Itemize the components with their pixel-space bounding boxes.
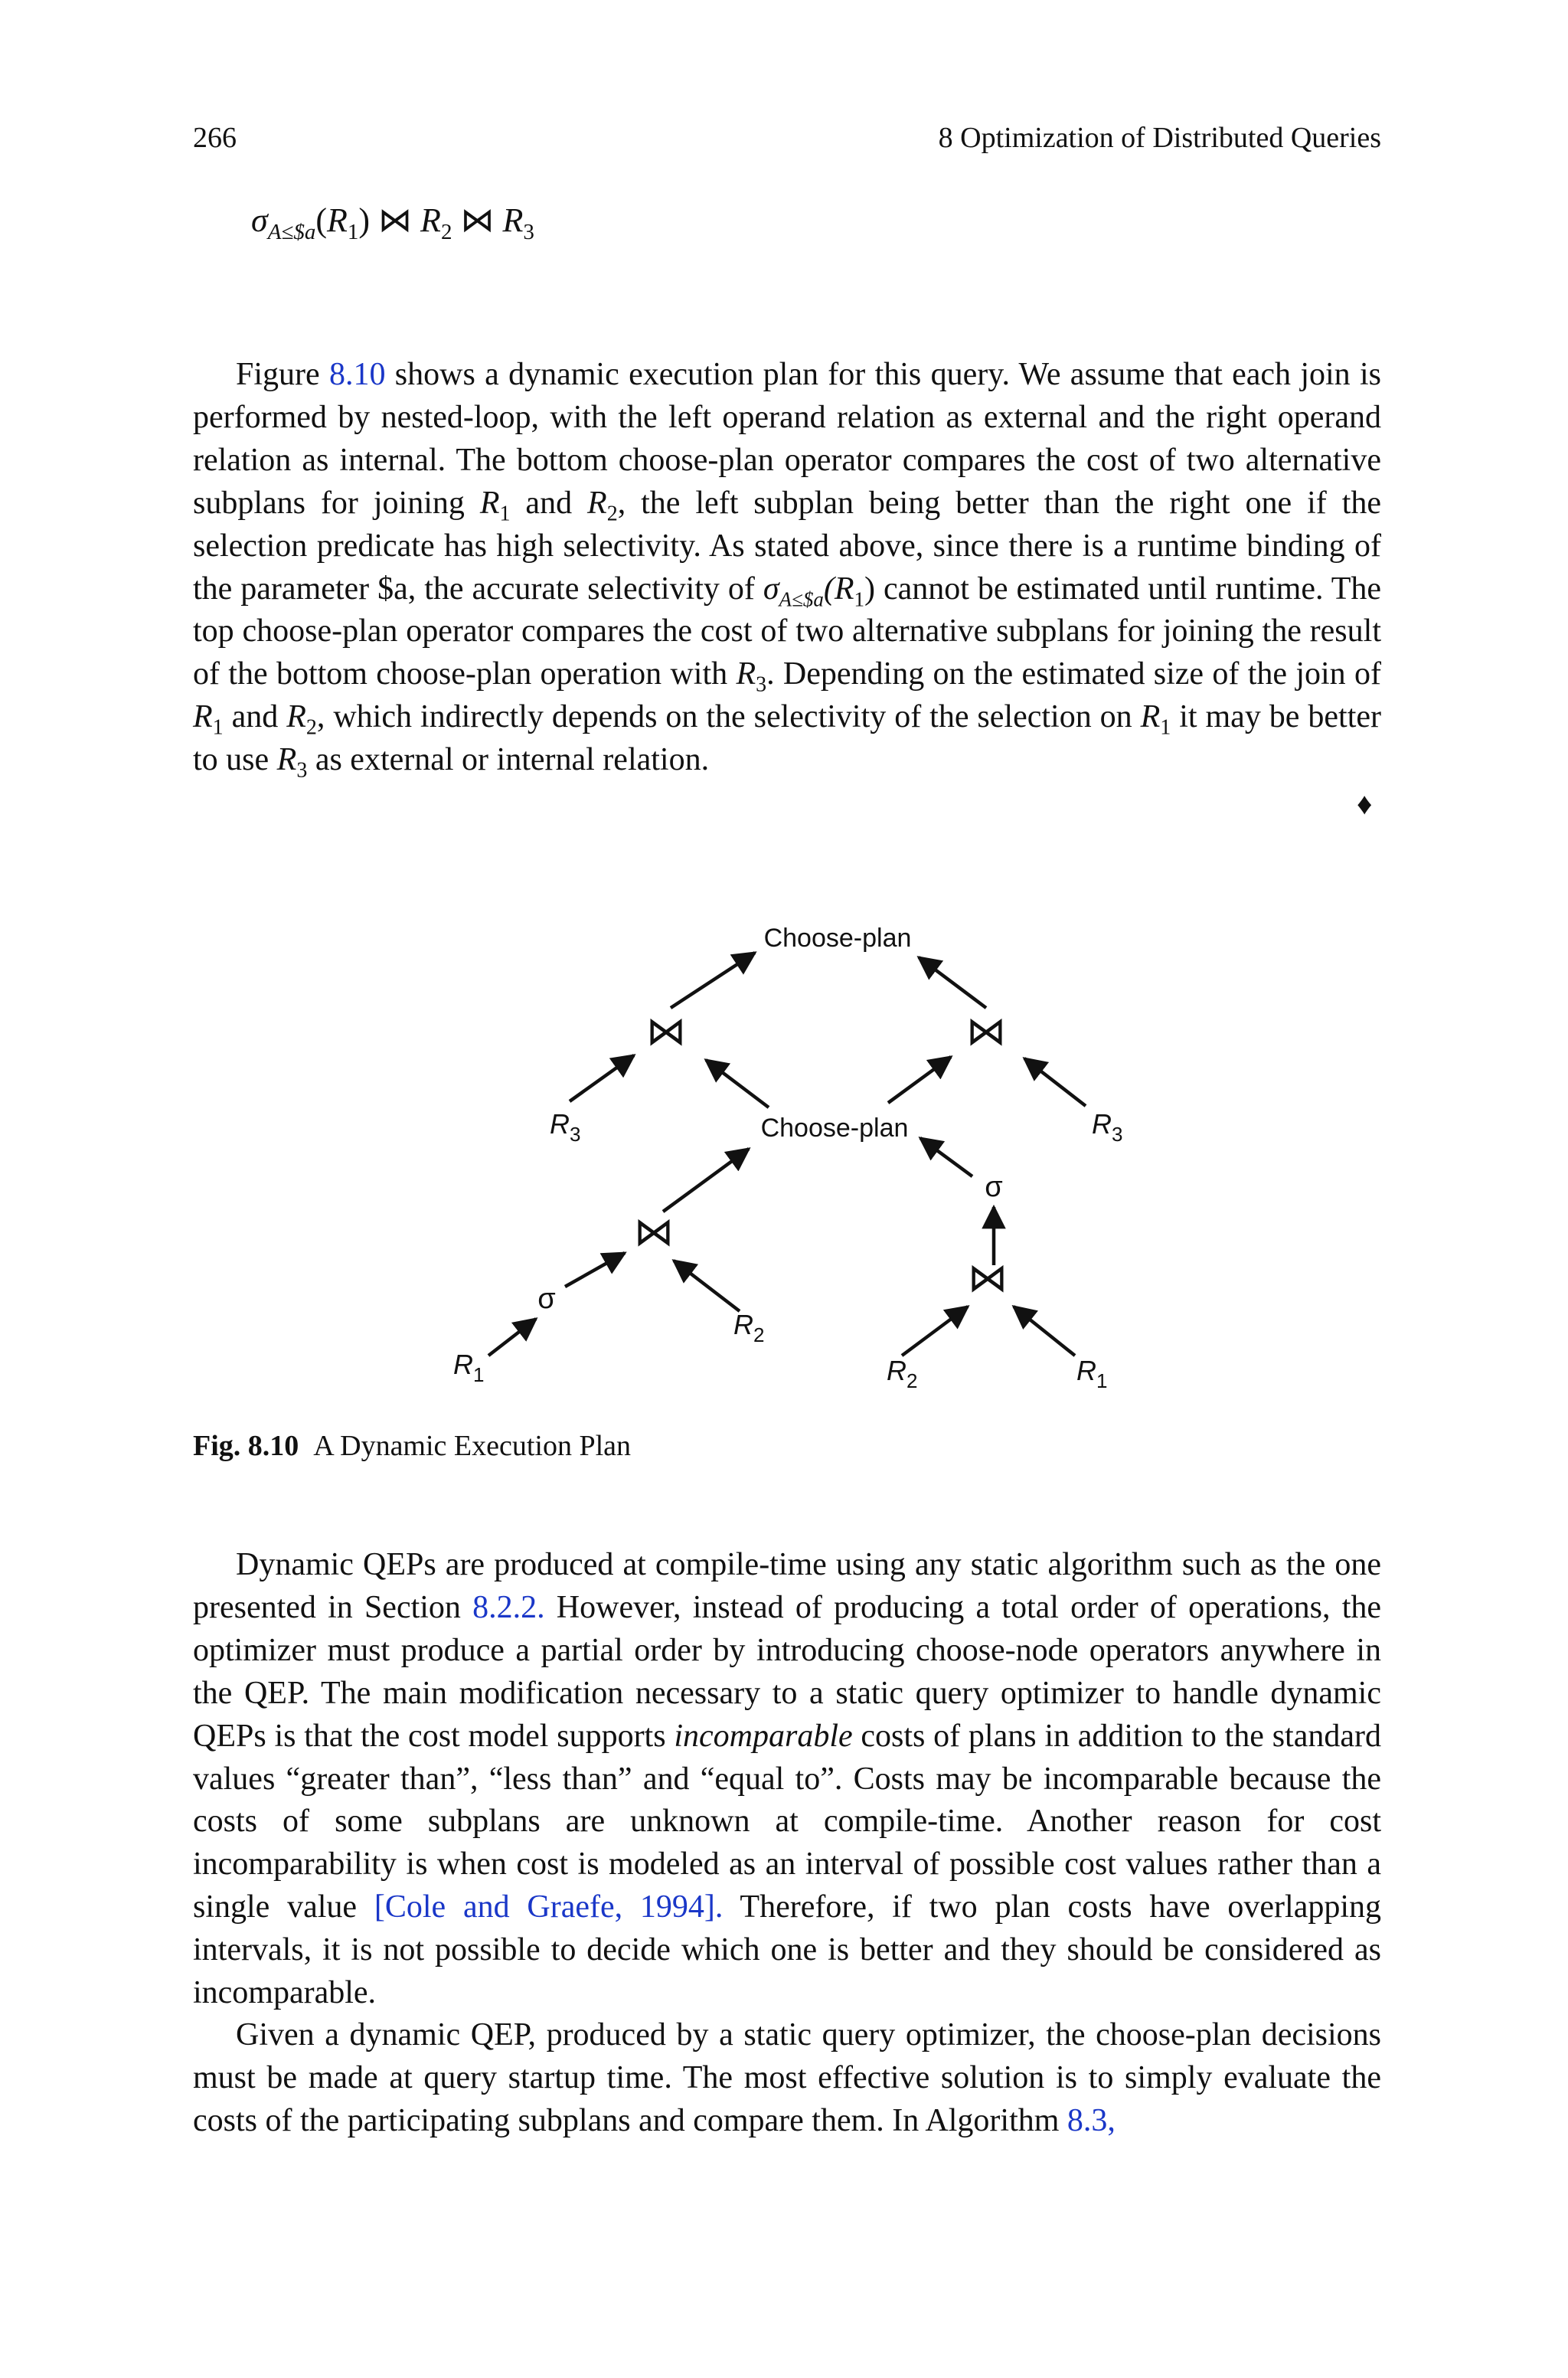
emphasis: incomparable	[674, 1718, 853, 1754]
svg-text:R1: $R_1$	[1076, 1355, 1108, 1392]
choose-plan-top-node: Choose-plan	[763, 924, 912, 953]
text: Given a dynamic QEP, produced by a static query optimizer, the choose-plan decisions must be made at query startup time. The most effective solution is to simply evaluate the costs of the participating subplans and compare them. In Algorithm	[193, 2017, 1381, 2138]
citation-link[interactable]: [Cole and Graefe, 1994].	[374, 1889, 724, 1925]
relation-label-r2-right	[887, 1355, 917, 1392]
join-node-left: ⋈	[646, 1009, 686, 1054]
edge-join-right-to-choose-plan-top	[919, 957, 986, 1008]
text: it may be better to use	[193, 699, 1381, 778]
selection-predicate: A≤$a	[267, 219, 316, 244]
sigma-subscript: A≤$a	[779, 587, 824, 610]
paragraph-dynamic-qeps	[193, 1544, 1381, 2015]
text: . Depending on the estimated size of the join of	[766, 656, 1381, 692]
text: as external or internal relation.	[307, 742, 710, 778]
var: R	[193, 699, 213, 735]
svg-text:R3: $R_3$	[1092, 1108, 1123, 1146]
text: , which indirectly depends on the selectivity of the selection on	[316, 699, 1141, 735]
var-sub: 1	[212, 715, 224, 740]
relation-r1-subscript: 1	[347, 219, 359, 244]
relation-label-r2-left	[733, 1309, 764, 1346]
svg-text:R1: $R_1$	[453, 1349, 485, 1386]
sigma-expression	[763, 571, 876, 610]
edge-choose-plan-mid-to-join-left	[706, 1060, 769, 1107]
relation-r3-subscript: 3	[523, 219, 534, 244]
sigma-argument: (R	[823, 571, 854, 607]
figure-caption	[193, 1429, 631, 1463]
end-of-example-diamond-icon: ♦	[1357, 787, 1373, 821]
dynamic-execution-plan-figure	[0, 881, 1568, 1417]
sigma-symbol: σ	[763, 571, 779, 607]
relation-r2: R	[420, 201, 441, 239]
svg-text:R2: $R_2$	[733, 1309, 765, 1346]
join-node-bottom-left: ⋈	[634, 1210, 674, 1254]
text: costs of plans in addition to the standard values “greater than”, “less than” and “equal to”. Costs may be incomparable because the costs of some subplans are unknown at compile-time. Another reason for cost incomparability is when cost is modeled as an interval of possible cost values rather than a single value	[193, 1718, 1381, 1925]
edge-r1-to-sigma	[488, 1319, 536, 1356]
text: , the left subplan being better than the right one if the selection predicate has high selectivity. As stated above, since there is a runtime binding of the parameter $a, the accurate selectivity of	[193, 485, 1381, 607]
edge-sigma-to-join-bottom-left	[565, 1253, 625, 1287]
text: However, instead of producing a total order of operations, the optimizer must produce a partial order by introducing choose-node operators anywhere in the QEP. The main modification necessary to a static query optimizer to handle dynamic QEPs is that the cost model supports	[193, 1589, 1382, 1754]
relation-label-r3-right	[1092, 1108, 1122, 1146]
figure-ref-link[interactable]: 8.10	[328, 357, 386, 392]
var-sub: 2	[305, 715, 317, 740]
svg-text:R3: $R_3$	[550, 1108, 581, 1146]
var: R	[286, 699, 306, 735]
text: cannot be estimated until runtime. The top choose-plan operator compares the cost of two alternative subplans for joining the result of the bottom choose-plan operation with	[193, 571, 1381, 692]
choose-plan-mid-node: Choose-plan	[760, 1114, 909, 1143]
join-symbol: ⋈	[378, 201, 413, 239]
caption-label: Fig. 8.10	[193, 1430, 299, 1462]
edge-r3-to-join-left	[570, 1055, 634, 1101]
relation-r3: R	[502, 201, 524, 239]
join-node-right: ⋈	[966, 1009, 1006, 1054]
paragraph-figure-description	[193, 354, 1381, 782]
sigma-node-left: σ	[537, 1283, 556, 1315]
running-title: 8 Optimization of Distributed Queries	[938, 122, 1381, 154]
query-formula: $\sigma_{A\le\$a}(R_1)$ ⋈ $R_2$ ⋈ $R_3$	[251, 201, 534, 244]
paragraph-choose-plan-decisions	[193, 2014, 1381, 2143]
var: R	[276, 742, 297, 778]
var: R	[479, 485, 500, 521]
text: Figure	[236, 357, 329, 392]
relation-label-r1-left	[453, 1349, 484, 1386]
text: shows a dynamic execution plan for this query. We assume that each join is performed by nested-loop, with the left operand relation as external and the right operand relation as internal. The bottom choose-plan operator compares the cost of two alternative subplans for joining	[193, 357, 1381, 521]
join-node-bottom-right: ⋈	[968, 1256, 1008, 1300]
edge-r2-to-join-bottom-right	[902, 1307, 968, 1356]
relation-label-r3-left	[550, 1108, 580, 1146]
var-sub: 2	[606, 502, 618, 526]
plan-tree-diagram	[0, 881, 1568, 1417]
edge-choose-plan-mid-to-join-right	[888, 1057, 951, 1103]
sigma-symbol: σ	[251, 201, 268, 239]
var: R	[587, 485, 607, 521]
text: and	[510, 485, 588, 521]
page-header	[193, 121, 1381, 162]
edge-join-left-to-choose-plan-top	[671, 953, 755, 1008]
text: Dynamic QEPs are produced at compile-time using any static algorithm such as the one presented in Section	[193, 1547, 1381, 1625]
relation-r1: R	[327, 201, 348, 239]
sigma-node-right: σ	[985, 1171, 1003, 1203]
sigma-argument-subscript: 1	[854, 587, 865, 610]
sigma-close: )	[864, 571, 876, 607]
var-sub: 3	[296, 758, 308, 783]
caption-text: A Dynamic Execution Plan	[313, 1430, 632, 1462]
edge-r1-to-join-bottom-right	[1014, 1307, 1075, 1356]
edge-join-bottom-left-to-choose-plan-mid	[663, 1149, 749, 1212]
var-sub: 1	[1160, 715, 1171, 740]
text: and	[223, 699, 287, 735]
edge-r3-to-join-right	[1024, 1058, 1086, 1106]
algorithm-ref-link[interactable]: 8.3,	[1067, 2102, 1116, 2138]
join-symbol: ⋈	[460, 201, 495, 239]
section-ref-link[interactable]: 8.2.2.	[472, 1589, 545, 1625]
var: R	[736, 656, 756, 692]
relation-label-r1-right	[1076, 1355, 1107, 1392]
relation-r2-subscript: 2	[440, 219, 452, 244]
svg-text:R2: $R_2$	[887, 1355, 918, 1392]
var-sub: 3	[756, 672, 767, 697]
text: Therefore, if two plan costs have overlapping intervals, it is not possible to decide which one is better and they should be considered as incomparable.	[193, 1889, 1382, 2011]
var: R	[1140, 699, 1161, 735]
edge-sigma-to-choose-plan-mid	[920, 1138, 972, 1176]
var-sub: 1	[499, 502, 511, 526]
page-number: 266	[193, 122, 237, 154]
edge-r2-to-join-bottom-left	[674, 1261, 740, 1311]
